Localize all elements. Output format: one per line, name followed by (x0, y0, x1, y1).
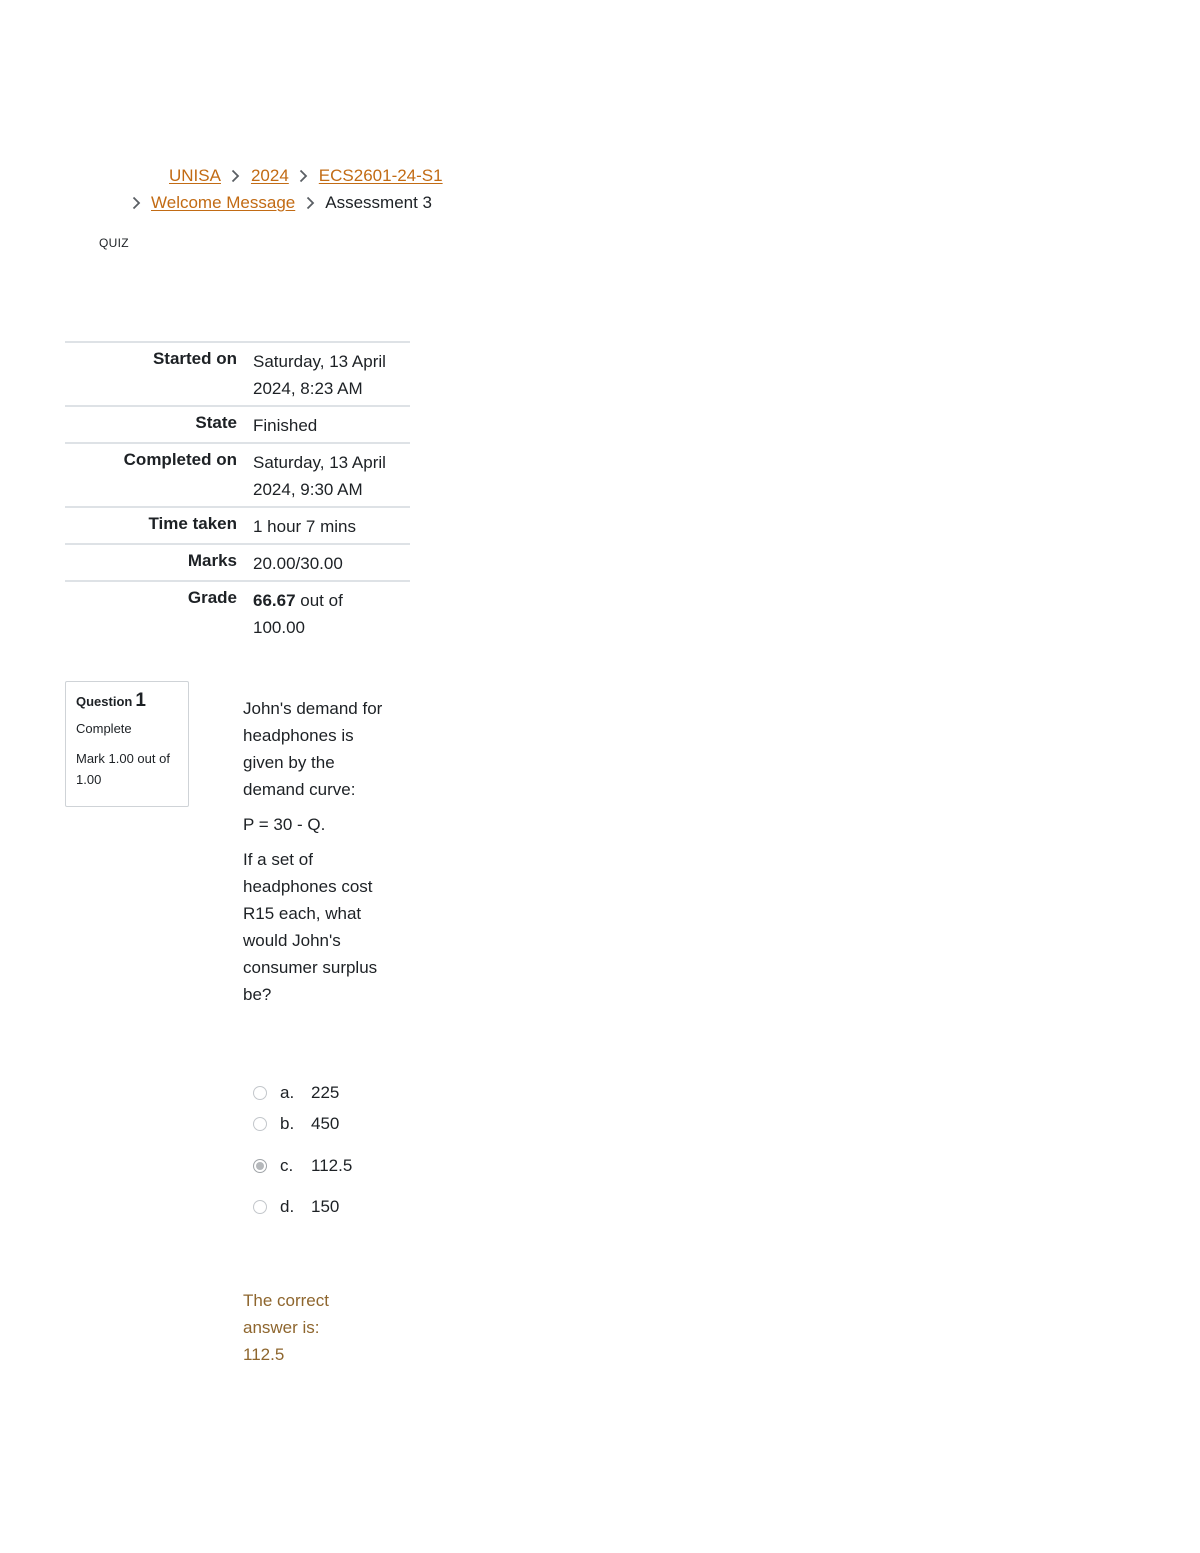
summary-value (253, 581, 410, 644)
answer-option-b[interactable] (253, 1109, 352, 1139)
question-text-paragraph: If a set of headphones cost R15 each, what would John's consumer surplus be? (243, 850, 378, 1004)
summary-row-completed (65, 443, 410, 507)
breadcrumb-link-year[interactable]: 2024 (250, 166, 289, 185)
chevron-right-icon (126, 194, 146, 212)
question-number (76, 690, 178, 712)
chevron-right-icon (300, 194, 320, 212)
correct-answer-feedback: The correct answer is: 112.5 (243, 1291, 329, 1364)
summary-label: Time taken (148, 514, 237, 533)
option-letter: d. (280, 1197, 295, 1216)
answer-option-a[interactable] (253, 1078, 352, 1108)
question-info-box (65, 681, 189, 807)
breadcrumb-link-unisa[interactable]: UNISA (169, 166, 221, 185)
option-value: 150 (311, 1197, 340, 1216)
summary-value: 1 hour 7 mins (253, 517, 356, 536)
breadcrumb-row-2 (126, 193, 432, 213)
summary-label: Completed on (123, 450, 237, 469)
chevron-right-icon (226, 167, 246, 185)
question-label: Question (76, 694, 133, 709)
summary-value: Saturday, 13 April 2024, 9:30 AM (253, 453, 386, 499)
page-type-label: QUIZ (99, 236, 129, 250)
answer-options (253, 1078, 352, 1222)
chevron-right-icon (294, 167, 314, 185)
radio-button[interactable] (253, 1200, 267, 1214)
radio-button[interactable] (253, 1117, 267, 1131)
question-equation: P = 30 - Q. (243, 815, 326, 834)
summary-value: Finished (253, 416, 318, 435)
summary-label: Grade (187, 588, 237, 607)
option-letter: b. (280, 1114, 295, 1133)
question-text-paragraph: John's demand for headphones is given by the demand curve: (243, 699, 383, 799)
option-value: 225 (311, 1083, 340, 1102)
question-number-value: 1 (135, 690, 146, 711)
summary-label: State (195, 413, 237, 432)
attempt-summary-table (65, 341, 410, 644)
grade-score: 66.67 (253, 591, 296, 610)
question-text (243, 695, 393, 1016)
summary-value: 20.00/30.00 (253, 554, 343, 573)
breadcrumb-link-course[interactable]: ECS2601-24-S1 (318, 166, 443, 185)
summary-value: Saturday, 13 April 2024, 8:23 AM (253, 352, 386, 398)
question-state: Complete (76, 721, 132, 736)
summary-label: Marks (187, 551, 237, 570)
option-letter: c. (280, 1156, 294, 1175)
question-grade: Mark 1.00 out of 1.00 (76, 751, 170, 787)
answer-option-d[interactable] (253, 1192, 352, 1222)
summary-row-grade (65, 581, 410, 644)
breadcrumb-current: Assessment 3 (325, 193, 433, 212)
summary-row-started (65, 342, 410, 406)
option-value: 112.5 (311, 1156, 353, 1175)
summary-label: Started on (152, 349, 237, 368)
radio-button-selected[interactable] (253, 1159, 267, 1173)
grade-total: out of 100.00 (253, 591, 343, 637)
breadcrumb-row-1 (169, 166, 443, 186)
radio-button[interactable] (253, 1086, 267, 1100)
option-letter: a. (280, 1083, 295, 1102)
breadcrumb-link-welcome[interactable]: Welcome Message (151, 193, 296, 212)
summary-row-marks (65, 544, 410, 581)
summary-row-time-taken (65, 507, 410, 544)
answer-option-c[interactable] (253, 1151, 352, 1181)
summary-row-state (65, 406, 410, 443)
option-value: 450 (311, 1114, 340, 1133)
